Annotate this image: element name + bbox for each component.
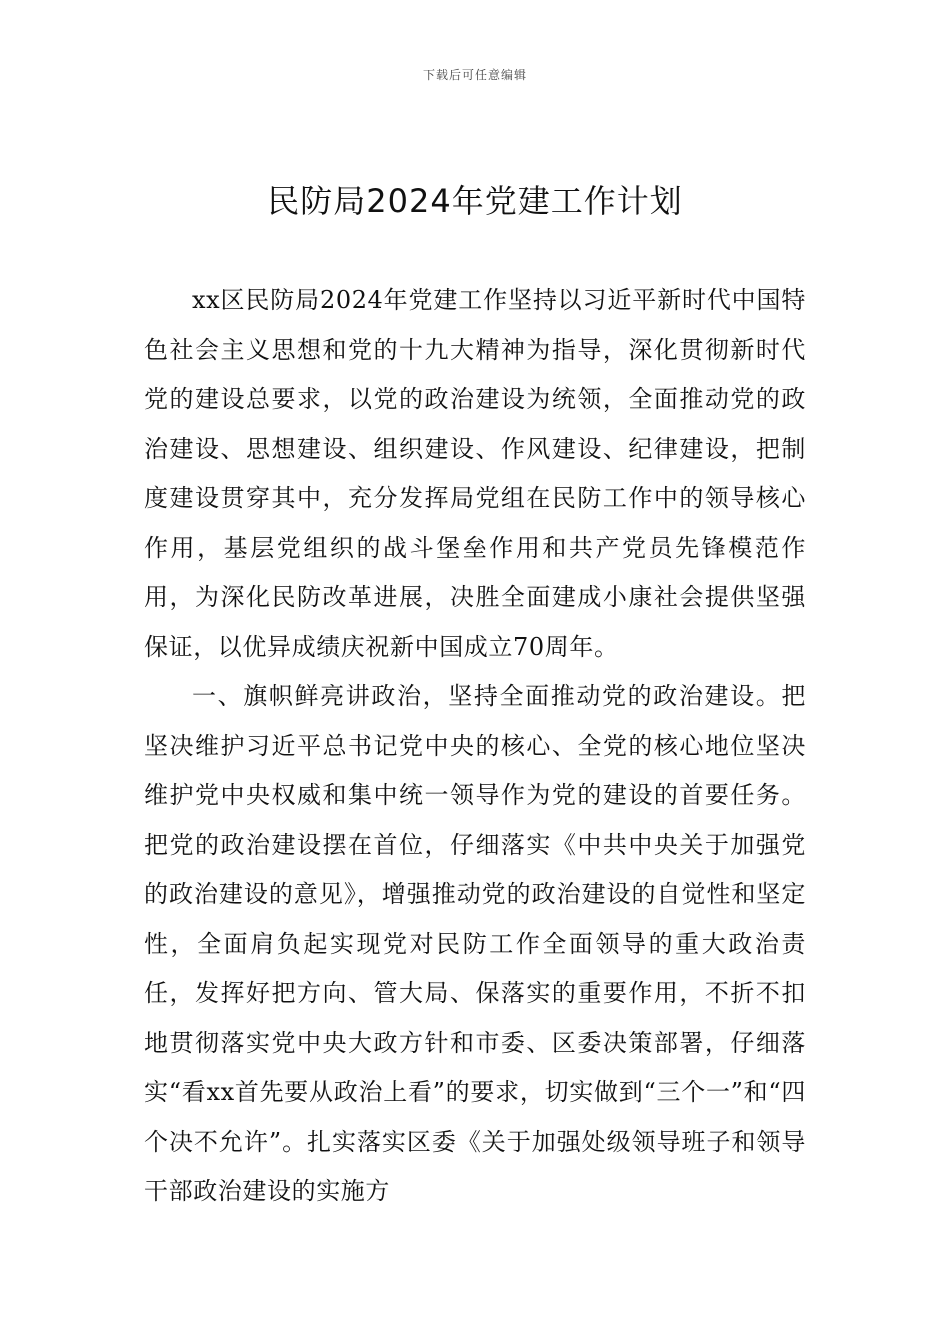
- paragraph-section-one: 一、旗帜鲜亮讲政治，坚持全面推动党的政治建设。把坚决维护习近平总书记党中央的核心、全党的核心地位坚决维护党中央权威和集中统一领导作为党的建设的首要任务。把党的政治建设摆在首位，仔细落实《中共中央关于加强党的政治建设的意见》，增强推动党的政治建设的自觉性和坚定性，全面肩负起实现党对民防工作全面领导的重大政治责任，发挥好把方向、管大局、保落实的重要作用，不折不扣地贯彻落实党中央大政方针和市委、区委决策部署，仔细落实“看xx首先要从政治上看”的要求，切实做到“三个一”和“四个决不允许”。扎实落实区委《关于加强处级领导班子和领导干部政治建设的实施方: [144, 682, 806, 1205]
- document-body: [144, 276, 806, 1217]
- paragraph-intro: xx区民防局2024年党建工作坚持以习近平新时代中国特色社会主义思想和党的十九大精神为指导，深化贯彻新时代党的建设总要求，以党的政治建设为统领，全面推动党的政治建设、思想建设、组织建设、作风建设、纪律建设，把制度建设贯穿其中，充分发挥局党组在民防工作中的领导核心作用，基层党组织的战斗堡垒作用和共产党员先锋模范作用，为深化民防改革进展，决胜全面建成小康社会提供坚强保证，以优异成绩庆祝新中国成立70周年。: [144, 286, 806, 661]
- document-title: 民防局2024年党建工作计划: [267, 182, 683, 220]
- header-note: 下载后可任意编辑: [422, 68, 527, 82]
